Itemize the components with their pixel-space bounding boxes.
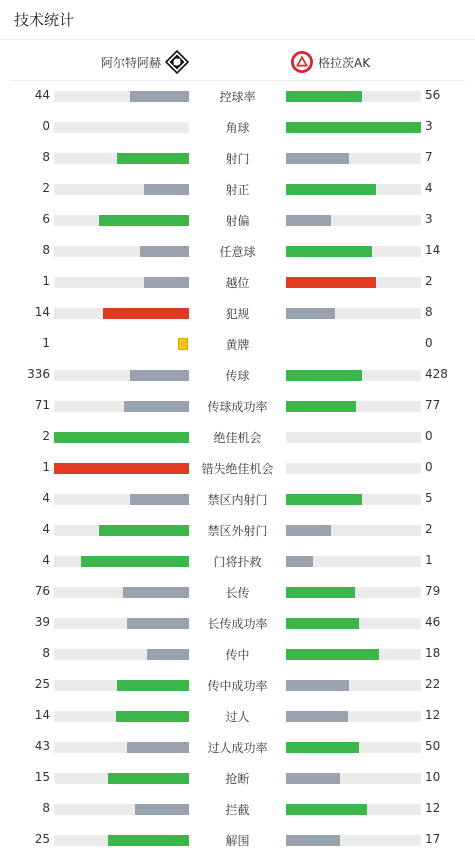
away-stat-bar-fill	[286, 649, 379, 660]
stat-label: 传中	[225, 648, 250, 662]
home-stat-value: 14	[34, 708, 50, 722]
home-stat-bar	[54, 370, 189, 381]
away-stat-bar-fill	[286, 804, 367, 815]
away-stat-bar-fill	[286, 742, 359, 753]
home-stat-bar-fill	[99, 525, 189, 536]
away-stat-value: 5	[425, 491, 433, 505]
home-stat-bar-fill	[99, 215, 189, 226]
away-stat-bar	[286, 711, 421, 722]
stat-row	[0, 794, 475, 825]
away-stat-value: 12	[425, 708, 441, 722]
home-stat-value: 0	[42, 119, 50, 133]
away-stat-bar	[286, 680, 421, 691]
home-stat-value: 6	[42, 212, 50, 226]
stat-row	[0, 174, 475, 205]
home-stat-bar	[54, 122, 189, 133]
home-stat-bar-fill	[54, 463, 189, 474]
stat-row	[0, 205, 475, 236]
home-stat-value: 71	[34, 398, 50, 412]
home-stat-value: 8	[42, 150, 50, 164]
home-stat-value: 8	[42, 243, 50, 257]
home-stat-bar-fill	[117, 153, 189, 164]
away-stat-value: 10	[425, 770, 441, 784]
home-stat-bar	[54, 308, 189, 319]
stat-row	[0, 546, 475, 577]
away-stat-bar	[286, 463, 421, 474]
home-stat-bar-fill	[127, 742, 189, 753]
home-stat-value: 14	[34, 305, 50, 319]
home-stat-bar-fill	[108, 773, 189, 784]
stat-row	[0, 360, 475, 391]
stat-row	[0, 639, 475, 670]
home-stat-bar	[54, 184, 189, 195]
away-stat-bar	[286, 153, 421, 164]
stat-label: 传中成功率	[207, 679, 268, 693]
home-stat-bar	[54, 277, 189, 288]
away-stat-bar-fill	[286, 277, 376, 288]
home-stat-bar-fill	[124, 401, 189, 412]
away-stat-bar	[286, 587, 421, 598]
club-crest-icon	[290, 50, 314, 74]
away-stat-bar-fill	[286, 184, 376, 195]
stat-label: 禁区外射门	[207, 524, 268, 538]
stat-row	[0, 267, 475, 298]
home-stat-bar	[54, 649, 189, 660]
stat-label: 过人成功率	[207, 741, 268, 755]
away-stat-value: 3	[425, 212, 433, 226]
away-stat-value: 14	[425, 243, 441, 257]
away-stat-bar-fill	[286, 680, 349, 691]
away-stat-value: 428	[425, 367, 448, 381]
home-stat-bar-fill	[140, 246, 189, 257]
stat-row	[0, 112, 475, 143]
home-stat-bar-fill	[130, 494, 189, 505]
stat-row	[0, 391, 475, 422]
stat-label: 控球率	[219, 90, 256, 104]
home-stat-bar	[54, 494, 189, 505]
stat-label: 长传	[225, 586, 250, 600]
home-stat-bar-fill	[81, 556, 189, 567]
home-stat-bar	[54, 246, 189, 257]
home-stat-bar	[54, 618, 189, 629]
away-stat-value: 22	[425, 677, 441, 691]
home-stat-value: 8	[42, 646, 50, 660]
stat-label: 越位	[225, 276, 250, 290]
away-stat-bar-fill	[286, 370, 362, 381]
away-stat-bar	[286, 401, 421, 412]
home-stat-bar	[54, 804, 189, 815]
home-stat-bar	[54, 556, 189, 567]
stat-row	[0, 453, 475, 484]
away-stat-bar	[286, 773, 421, 784]
home-team-name: 阿尔特阿赫	[100, 55, 161, 70]
home-stat-bar-fill	[54, 432, 189, 443]
home-stat-bar-fill	[127, 618, 189, 629]
home-stat-value: 39	[34, 615, 50, 629]
away-stat-bar	[286, 649, 421, 660]
stat-row	[0, 763, 475, 794]
home-stat-value: 15	[34, 770, 50, 784]
stat-label: 门将扑救	[213, 555, 262, 569]
stat-label: 传球成功率	[207, 400, 268, 414]
away-stat-bar	[286, 432, 421, 443]
stat-row	[0, 329, 475, 360]
stat-label: 抢断	[225, 772, 250, 786]
stat-row	[0, 732, 475, 763]
away-stat-bar-fill	[286, 773, 340, 784]
stat-label: 射门	[225, 152, 250, 166]
home-stat-bar-fill	[116, 711, 189, 722]
home-stat-value: 2	[42, 429, 50, 443]
home-stat-bar	[54, 91, 189, 102]
home-stat-bar-fill	[144, 277, 189, 288]
stat-label: 犯规	[225, 307, 250, 321]
stat-label: 射正	[225, 183, 250, 197]
away-stat-value: 1	[425, 553, 433, 567]
home-stat-bar-fill	[130, 370, 189, 381]
away-stat-bar-fill	[286, 835, 340, 846]
away-stat-value: 0	[425, 460, 433, 474]
home-stat-bar	[54, 463, 189, 474]
stat-row	[0, 236, 475, 267]
away-stat-value: 50	[425, 739, 441, 753]
away-stat-value: 79	[425, 584, 441, 598]
home-stat-value: 25	[34, 677, 50, 691]
away-stat-bar	[286, 246, 421, 257]
away-stat-value: 2	[425, 522, 433, 536]
away-stat-bar	[286, 184, 421, 195]
home-stat-bar-fill	[108, 835, 189, 846]
away-stat-bar-fill	[286, 215, 331, 226]
away-stat-value: 0	[425, 336, 433, 350]
stat-label: 黄牌	[225, 338, 250, 352]
home-stat-value: 25	[34, 832, 50, 846]
stat-label: 角球	[225, 121, 250, 135]
stat-label: 绝佳机会	[213, 431, 262, 445]
home-stat-bar	[54, 215, 189, 226]
away-stat-bar-fill	[286, 525, 331, 536]
stat-row	[0, 484, 475, 515]
home-stat-value: 1	[42, 336, 50, 350]
away-stat-value: 12	[425, 801, 441, 815]
away-stat-value: 0	[425, 429, 433, 443]
away-stat-bar-fill	[286, 618, 359, 629]
away-stat-bar-fill	[286, 153, 349, 164]
stat-label: 传球	[225, 369, 250, 383]
away-stat-bar	[286, 91, 421, 102]
home-stat-bar	[54, 773, 189, 784]
club-crest-icon	[165, 50, 189, 74]
away-stat-bar-fill	[286, 556, 313, 567]
away-stat-value: 17	[425, 832, 441, 846]
home-stat-bar	[54, 711, 189, 722]
home-stat-bar	[54, 587, 189, 598]
stat-row	[0, 825, 475, 856]
away-stat-value: 2	[425, 274, 433, 288]
away-stat-value: 7	[425, 150, 433, 164]
home-stat-value: 4	[42, 553, 50, 567]
home-stat-bar-fill	[117, 680, 189, 691]
away-stat-bar	[286, 308, 421, 319]
away-stat-bar	[286, 215, 421, 226]
stat-row	[0, 608, 475, 639]
away-stat-bar	[286, 804, 421, 815]
away-stat-bar-fill	[286, 494, 362, 505]
away-team[interactable]	[290, 49, 370, 75]
away-stat-bar-fill	[286, 587, 355, 598]
stat-row	[0, 515, 475, 546]
home-stat-value: 43	[34, 739, 50, 753]
away-stat-bar	[286, 525, 421, 536]
away-stat-bar-fill	[286, 246, 372, 257]
home-stat-value: 336	[27, 367, 50, 381]
away-stat-bar	[286, 742, 421, 753]
home-team[interactable]	[101, 49, 189, 75]
home-stat-value: 1	[42, 274, 50, 288]
away-stat-bar-fill	[286, 711, 348, 722]
stat-row	[0, 577, 475, 608]
home-stat-bar	[54, 680, 189, 691]
home-stat-bar	[54, 742, 189, 753]
home-stat-bar	[54, 525, 189, 536]
away-stat-bar	[286, 370, 421, 381]
home-stat-bar	[54, 835, 189, 846]
stat-row	[0, 670, 475, 701]
home-stat-bar	[54, 432, 189, 443]
stat-label: 过人	[225, 710, 250, 724]
away-stat-bar	[286, 556, 421, 567]
away-stat-bar-fill	[286, 401, 356, 412]
home-stat-value: 4	[42, 491, 50, 505]
home-stat-bar-fill	[147, 649, 189, 660]
home-stat-value: 8	[42, 801, 50, 815]
home-stat-value: 2	[42, 181, 50, 195]
away-stat-bar-fill	[286, 308, 335, 319]
away-stat-bar	[286, 835, 421, 846]
home-stat-bar-fill	[135, 804, 189, 815]
home-stat-value: 44	[34, 88, 50, 102]
away-stat-value: 77	[425, 398, 441, 412]
stat-label: 禁区内射门	[207, 493, 268, 507]
home-stat-bar	[54, 401, 189, 412]
away-stat-value: 56	[425, 88, 441, 102]
home-stat-bar-fill	[103, 308, 189, 319]
stat-label: 解围	[225, 834, 250, 848]
away-stat-value: 46	[425, 615, 441, 629]
away-stat-bar	[286, 277, 421, 288]
stat-row	[0, 701, 475, 732]
home-stat-bar-fill	[123, 587, 189, 598]
home-stat-value: 4	[42, 522, 50, 536]
away-stat-value: 18	[425, 646, 441, 660]
stat-label: 错失绝佳机会	[201, 462, 274, 476]
header	[0, 0, 475, 40]
away-stat-value: 3	[425, 119, 433, 133]
home-stat-value: 1	[42, 460, 50, 474]
away-stat-value: 8	[425, 305, 433, 319]
away-stat-value: 4	[425, 181, 433, 195]
away-stat-bar	[286, 618, 421, 629]
away-stat-bar-fill	[286, 91, 362, 102]
away-stat-bar	[286, 122, 421, 133]
stats-list	[0, 81, 475, 856]
away-stat-bar	[286, 494, 421, 505]
yellow-card-icon	[178, 338, 188, 350]
page-title: 技术统计	[14, 11, 75, 29]
home-stat-bar	[54, 153, 189, 164]
stat-label: 任意球	[219, 245, 256, 259]
home-stat-bar-fill	[130, 91, 189, 102]
stat-label: 射偏	[225, 214, 250, 228]
home-stat-bar-fill	[144, 184, 189, 195]
stat-row	[0, 81, 475, 112]
stat-row	[0, 143, 475, 174]
stat-row	[0, 298, 475, 329]
stat-row	[0, 422, 475, 453]
teams-header	[10, 41, 465, 81]
away-team-name: 格拉茨AK	[318, 55, 371, 70]
home-stat-value: 76	[34, 584, 50, 598]
stat-label: 长传成功率	[207, 617, 268, 631]
stat-label: 拦截	[225, 803, 250, 817]
away-stat-bar-fill	[286, 122, 421, 133]
